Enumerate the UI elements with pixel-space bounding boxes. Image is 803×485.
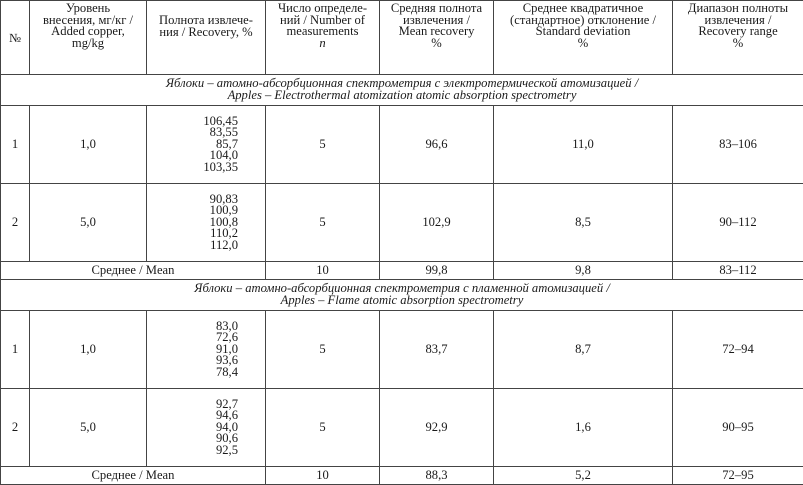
section-title-en: Apples – Electrothermal atomization atomic absorption spectrometry [4,90,800,102]
summary-sd: 5,2 [494,467,673,485]
header-sd-line: % [497,38,669,50]
header-recovery-line: ния / Recovery, % [150,27,262,39]
recovery-value: 72,6 [216,332,238,344]
header-mean-line: Средняя полнота [383,3,490,15]
cell-num: 1 [1,106,30,184]
header-range-line: % [676,38,800,50]
cell-num: 1 [1,311,30,389]
header-n-line: Число определе- [269,3,376,15]
summary-n: 10 [266,262,380,280]
recovery-value: 92,5 [216,445,238,457]
recovery-value: 90,83 [210,194,238,206]
summary-range: 83–112 [673,262,803,280]
header-sd-line: Standard deviation [497,26,669,38]
cell-recovery-values [147,389,266,467]
header-level-line: mg/kg [33,38,143,50]
header-mean-line: извлечения / [383,15,490,27]
cell-recovery-values [147,184,266,262]
recovery-value: 83,0 [216,321,238,333]
section-title-row [1,75,803,106]
recovery-value: 94,0 [216,422,238,434]
summary-sd: 9,8 [494,262,673,280]
table-row [1,184,803,262]
recovery-value: 78,4 [216,367,238,379]
header-num-text: № [4,33,26,45]
recovery-value: 110,2 [210,228,238,240]
cell-num: 2 [1,184,30,262]
summary-mean: 88,3 [380,467,494,485]
summary-label: Среднее / Mean [1,467,266,485]
header-recovery [147,1,266,75]
cell-mean: 92,9 [380,389,494,467]
recovery-value: 100,9 [210,205,238,217]
recovery-value: 104,0 [210,150,238,162]
header-level-line: Уровень [33,3,143,15]
cell-recovery-values [147,311,266,389]
recovery-value: 90,6 [216,433,238,445]
header-num [1,1,30,75]
cell-level: 1,0 [30,106,147,184]
summary-label: Среднее / Mean [1,262,266,280]
section-title [1,75,803,106]
cell-n: 5 [266,106,380,184]
recovery-value: 83,55 [210,127,238,139]
header-recovery-line: Полнота извлече- [150,15,262,27]
header-n-line: n [269,38,376,50]
cell-sd: 8,7 [494,311,673,389]
cell-n: 5 [266,311,380,389]
recovery-value: 100,8 [210,217,238,229]
summary-row [1,262,803,280]
cell-sd: 11,0 [494,106,673,184]
cell-range: 90–112 [673,184,803,262]
table-row [1,106,803,184]
cell-level: 5,0 [30,389,147,467]
header-range-line: извлечения / [676,15,800,27]
table-row [1,311,803,389]
table-header-row [1,1,803,75]
cell-n: 5 [266,389,380,467]
cell-range: 72–94 [673,311,803,389]
recovery-value: 85,7 [216,139,238,151]
cell-mean: 102,9 [380,184,494,262]
header-sd-line: Среднее квадратичное [497,3,669,15]
recovery-value: 91,0 [216,344,238,356]
cell-mean: 83,7 [380,311,494,389]
recovery-value: 103,35 [203,162,238,174]
cell-level: 1,0 [30,311,147,389]
header-range-line: Диапазон полноты [676,3,800,15]
section-title-en: Apples – Flame atomic absorption spectrometry [4,295,800,307]
recovery-value: 112,0 [210,240,238,252]
header-n-line: ний / Number of [269,15,376,27]
header-n-line: measurements [269,26,376,38]
summary-row [1,467,803,485]
summary-range: 72–95 [673,467,803,485]
cell-range: 83–106 [673,106,803,184]
section-title [1,280,803,311]
cell-recovery-values [147,106,266,184]
section-title-row [1,280,803,311]
header-level-line: Added copper, [33,26,143,38]
header-n-measure [266,1,380,75]
cell-sd: 1,6 [494,389,673,467]
summary-mean: 99,8 [380,262,494,280]
header-range [673,1,803,75]
cell-sd: 8,5 [494,184,673,262]
cell-n: 5 [266,184,380,262]
recovery-value: 93,6 [216,355,238,367]
recovery-value: 94,6 [216,410,238,422]
header-mean-line: % [383,38,490,50]
section-title-ru: Яблоки – атомно-абсорбционная спектрометрия с пламенной атомизацией / [4,283,800,295]
section-title-ru: Яблоки – атомно-абсорбционная спектрометрия с электротермической атомизацией / [4,78,800,90]
header-sd-line: (стандартное) отклонение / [497,15,669,27]
cell-level: 5,0 [30,184,147,262]
cell-range: 90–95 [673,389,803,467]
header-sd [494,1,673,75]
header-range-line: Recovery range [676,26,800,38]
header-level [30,1,147,75]
recovery-value: 92,7 [216,399,238,411]
header-mean-recovery [380,1,494,75]
header-level-line: внесения, мг/кг / [33,15,143,27]
recovery-value: 106,45 [203,116,238,128]
cell-mean: 96,6 [380,106,494,184]
table-row [1,389,803,467]
header-mean-line: Mean recovery [383,26,490,38]
summary-n: 10 [266,467,380,485]
cell-num: 2 [1,389,30,467]
